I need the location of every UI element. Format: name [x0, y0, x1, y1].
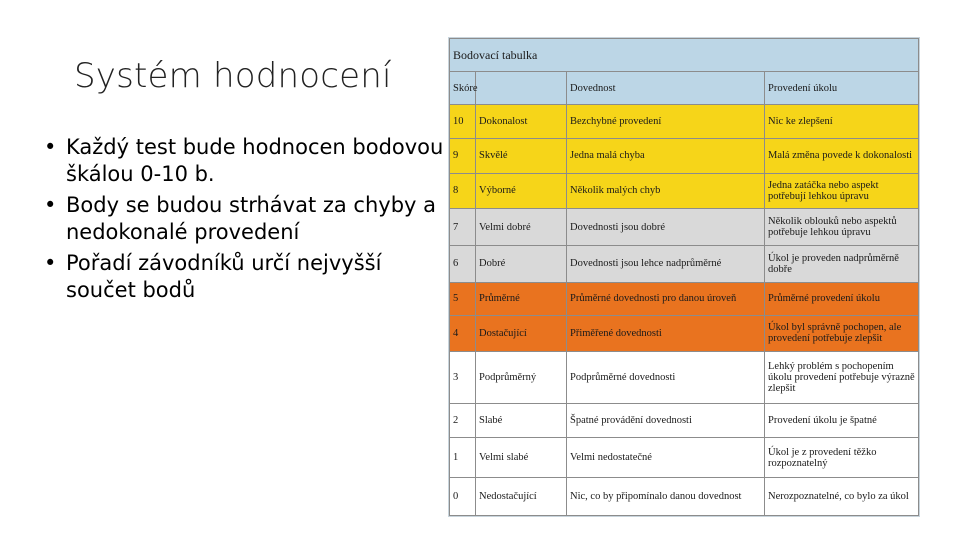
bullet-item [44, 134, 444, 188]
score-cell: 1 [450, 438, 476, 477]
bullet-icon: • [44, 135, 57, 159]
skill-cell: Dovednosti jsou dobré [567, 209, 765, 246]
score-cell: 4 [450, 315, 476, 351]
header-level [476, 72, 567, 105]
header-score: Skóre [450, 72, 476, 105]
scoring-table [449, 38, 919, 516]
table-row [450, 138, 919, 173]
bullet-icon: • [44, 251, 57, 275]
score-cell: 9 [450, 138, 476, 173]
slide-title: Systém hodnocení [74, 56, 392, 96]
task-cell: Úkol byl správně pochopen, ale provedení potřebuje zlepšit [765, 315, 919, 351]
score-cell: 8 [450, 173, 476, 208]
task-cell: Provedení úkolu je špatné [765, 404, 919, 438]
level-cell: Dobré [476, 246, 567, 282]
level-cell: Dokonalost [476, 105, 567, 138]
table-row [450, 438, 919, 477]
table-row [450, 173, 919, 208]
skill-cell: Velmi nedostatečné [567, 438, 765, 477]
bullet-item [44, 250, 444, 304]
header-skill: Dovednost [567, 72, 765, 105]
task-cell: Několik oblouků nebo aspektů potřebuje lehkou úpravu [765, 209, 919, 246]
level-cell: Velmi slabé [476, 438, 567, 477]
table-row [450, 315, 919, 351]
task-cell: Malá změna povede k dokonalosti [765, 138, 919, 173]
task-cell: Úkol je z provedení těžko rozpoznatelný [765, 438, 919, 477]
skill-cell: Podprůměrné dovednosti [567, 351, 765, 403]
level-cell: Podprůměrný [476, 351, 567, 403]
bullet-text: Body se budou strhávat za chyby a nedokonalé provedení [66, 193, 437, 244]
skill-cell: Přiměřené dovednosti [567, 315, 765, 351]
table-body [450, 105, 919, 516]
score-cell: 0 [450, 477, 476, 515]
score-cell: 6 [450, 246, 476, 282]
table-row [450, 209, 919, 246]
score-cell: 10 [450, 105, 476, 138]
table-header-row [450, 72, 919, 105]
level-cell: Nedostačující [476, 477, 567, 515]
table-row [450, 246, 919, 282]
task-cell: Úkol je proveden nadprůměrně dobře [765, 246, 919, 282]
skill-cell: Několik malých chyb [567, 173, 765, 208]
scoring-table-image [448, 37, 920, 517]
table-row [450, 105, 919, 138]
table-row [450, 477, 919, 515]
task-cell: Nerozpoznatelné, co bylo za úkol [765, 477, 919, 515]
level-cell: Skvělé [476, 138, 567, 173]
level-cell: Výborné [476, 173, 567, 208]
level-cell: Dostačující [476, 315, 567, 351]
task-cell: Jedna zatáčka nebo aspekt potřebují lehkou úpravu [765, 173, 919, 208]
table-caption: Bodovací tabulka [450, 39, 919, 72]
skill-cell: Bezchybné provedení [567, 105, 765, 138]
task-cell: Lehký problém s pochopením úkolu provedení potřebuje výrazně zlepšit [765, 351, 919, 403]
skill-cell: Dovednosti jsou lehce nadprůměrné [567, 246, 765, 282]
skill-cell: Špatné provádění dovednosti [567, 404, 765, 438]
bullet-text: Každý test bude hodnocen bodovou škálou 0-10 b. [66, 135, 444, 186]
bullet-list [44, 134, 444, 308]
score-cell: 3 [450, 351, 476, 403]
table-row [450, 351, 919, 403]
score-cell: 7 [450, 209, 476, 246]
header-task: Provedení úkolu [765, 72, 919, 105]
level-cell: Velmi dobré [476, 209, 567, 246]
bullet-text: Pořadí závodníků určí nejvyšší součet bodů [66, 251, 382, 302]
score-cell: 5 [450, 282, 476, 315]
bullet-icon: • [44, 193, 57, 217]
task-cell: Průměrné provedení úkolu [765, 282, 919, 315]
table-row [450, 404, 919, 438]
score-cell: 2 [450, 404, 476, 438]
skill-cell: Průměrné dovednosti pro danou úroveň [567, 282, 765, 315]
level-cell: Slabé [476, 404, 567, 438]
task-cell: Nic ke zlepšení [765, 105, 919, 138]
skill-cell: Jedna malá chyba [567, 138, 765, 173]
level-cell: Průměrné [476, 282, 567, 315]
skill-cell: Nic, co by připomínalo danou dovednost [567, 477, 765, 515]
bullet-item [44, 192, 444, 246]
table-caption-row [450, 39, 919, 72]
table-row [450, 282, 919, 315]
